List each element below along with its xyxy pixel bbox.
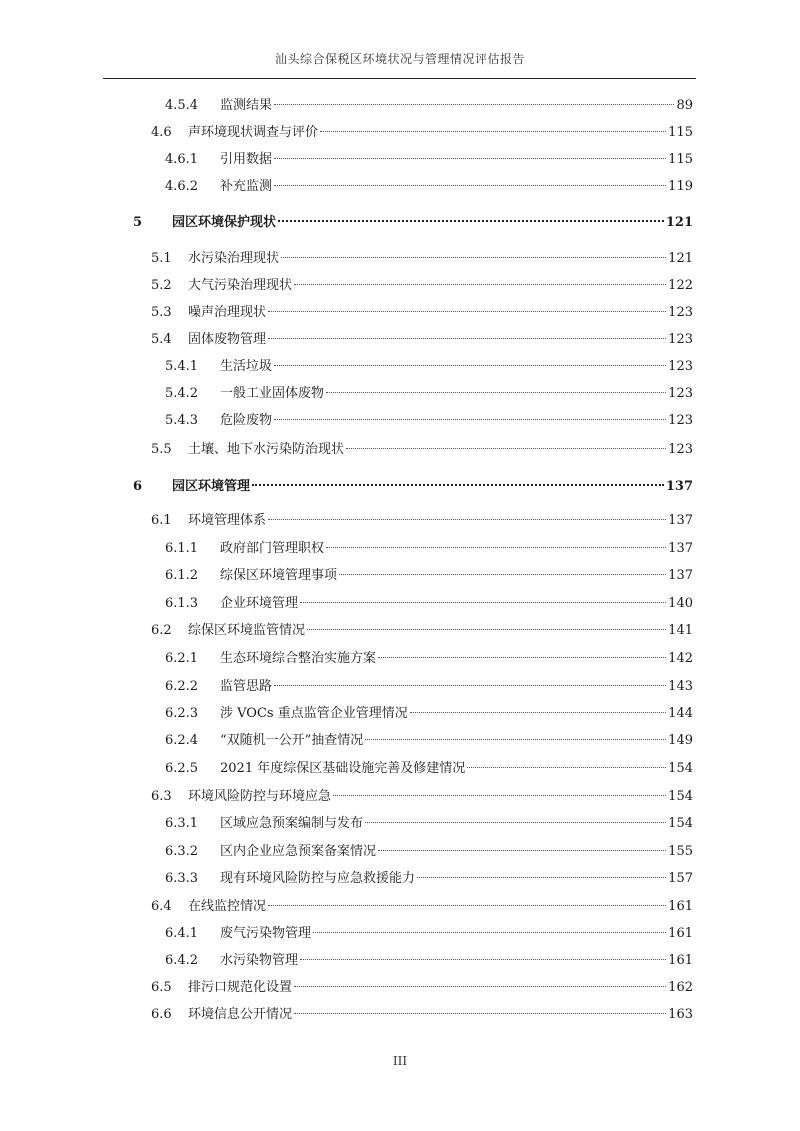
toc-entry-title: 综保区环境管理事项: [220, 568, 338, 583]
toc-entry-page: 144: [668, 706, 693, 721]
toc-entry-number: 6.2.5: [165, 761, 199, 776]
toc-entry[interactable]: [151, 788, 693, 806]
toc-dot-leader: [313, 932, 666, 933]
toc-entry-number: 4.6.2: [165, 179, 199, 194]
toc-entry-number: 6.3: [151, 789, 172, 804]
toc-dot-leader: [339, 574, 666, 575]
toc-entry[interactable]: [165, 595, 693, 613]
toc-entry-title: 监测结果: [220, 98, 273, 113]
toc-entry-page: 143: [668, 679, 693, 694]
toc-entry-number: 4.6: [151, 125, 172, 140]
toc-entry-title: 生活垃圾: [220, 359, 273, 374]
toc-entry-number: 6.4.1: [165, 926, 199, 941]
toc-entry-title: 噪声治理现状: [188, 305, 267, 320]
toc-entry-page: 123: [668, 305, 693, 320]
toc-entry[interactable]: [151, 979, 693, 997]
toc-dot-leader: [274, 365, 666, 366]
toc-entry-title: 补充监测: [220, 179, 273, 194]
toc-entry-title: 环境风险防控与环境应急: [188, 789, 332, 804]
toc-entry-number: 5.4.2: [165, 386, 199, 401]
toc-entry-page: 115: [668, 125, 693, 140]
toc-entry-page: 122: [668, 278, 693, 293]
toc-entry-title: 水污染治理现状: [188, 251, 280, 266]
toc-entry-number: 5.5: [151, 442, 172, 457]
toc-entry-page: 140: [668, 596, 693, 611]
toc-entry-page: 154: [668, 789, 693, 804]
toc-entry-number: 6.2.3: [165, 706, 199, 721]
toc-entry-title: 园区环境保护现状: [172, 215, 277, 230]
toc-entry-page: 137: [668, 513, 693, 528]
toc-entry[interactable]: [165, 540, 693, 558]
toc-entry[interactable]: [165, 385, 693, 403]
toc-entry-page: 163: [668, 1007, 693, 1022]
toc-entry-number: 6.1.2: [165, 568, 199, 583]
toc-entry[interactable]: [151, 441, 693, 459]
toc-entry-number: 6.1.3: [165, 596, 199, 611]
toc-entry[interactable]: [165, 815, 693, 833]
toc-entry[interactable]: [133, 478, 693, 496]
toc-entry-page: 161: [668, 926, 693, 941]
toc-entry-number: 6.3.2: [165, 844, 199, 859]
toc-entry-title: 2021 年度综保区基础设施完善及修建情况: [220, 761, 466, 776]
document-title: 汕头综合保税区环境状况与管理情况评估报告: [274, 52, 525, 66]
toc-entry-title: 大气污染治理现状: [188, 278, 293, 293]
toc-entry-number: 5.4.3: [165, 413, 199, 428]
toc-entry-page: 123: [668, 359, 693, 374]
toc-dot-leader: [410, 712, 666, 713]
toc-entry-page: 161: [668, 953, 693, 968]
toc-entry[interactable]: [151, 512, 693, 530]
toc-dot-leader: [417, 877, 666, 878]
toc-entry-page: 119: [668, 179, 693, 194]
toc-dot-leader: [346, 448, 666, 449]
toc-entry-title: 区内企业应急预案备案情况: [220, 844, 377, 859]
toc-entry-page: 154: [668, 816, 693, 831]
toc-dot-leader: [333, 795, 666, 796]
toc-entry[interactable]: [165, 925, 693, 943]
toc-entry-title: 区域应急预案编制与发布: [220, 816, 364, 831]
toc-entry-page: 137: [668, 541, 693, 556]
toc-entry-number: 6.2.1: [165, 651, 199, 666]
toc-entry-number: 6.3.1: [165, 816, 199, 831]
toc-entry-title: 废气污染物管理: [220, 926, 312, 941]
toc-entry[interactable]: [151, 898, 693, 916]
toc-entry[interactable]: [151, 250, 693, 268]
toc-entry-title: 土壤、地下水污染防治现状: [188, 442, 345, 457]
toc-entry-number: 5.4: [151, 332, 172, 347]
toc-entry[interactable]: [165, 567, 693, 585]
toc-entry[interactable]: [165, 412, 693, 430]
toc-entry-title: 危险废物: [220, 413, 273, 428]
toc-entry[interactable]: [151, 277, 693, 295]
toc-dot-leader: [278, 220, 664, 222]
toc-entry-number: 6: [133, 479, 143, 494]
toc-entry-number: 6.3.3: [165, 871, 199, 886]
toc-dot-leader: [274, 158, 666, 159]
toc-entry-number: 5.3: [151, 305, 172, 320]
toc-entry-page: 149: [668, 733, 693, 748]
toc-entry-page: 137: [668, 568, 693, 583]
toc-entry-title: 综保区环境监管情况: [188, 623, 306, 638]
toc-entry-title: 固体废物管理: [188, 332, 267, 347]
toc-entry-page: 137: [665, 479, 693, 494]
toc-entry-number: 6.2: [151, 623, 172, 638]
toc-entry-page: 154: [668, 761, 693, 776]
toc-dot-leader: [294, 284, 666, 285]
toc-dot-leader: [268, 338, 666, 339]
toc-dot-leader: [326, 547, 666, 548]
toc-dot-leader: [378, 657, 666, 658]
toc-dot-leader: [268, 519, 666, 520]
toc-entry-page: 123: [668, 386, 693, 401]
toc-dot-leader: [320, 131, 666, 132]
toc-entry-title: 政府部门管理职权: [220, 541, 325, 556]
toc-dot-leader: [281, 257, 666, 258]
toc-dot-leader: [365, 822, 666, 823]
toc-entry-page: 89: [676, 98, 693, 113]
toc-entry-page: 141: [668, 623, 693, 638]
toc-entry-title: 排污口规范化设置: [188, 980, 293, 995]
toc-entry[interactable]: [165, 843, 693, 861]
toc-entry-page: 162: [668, 980, 693, 995]
toc-dot-leader: [252, 484, 664, 486]
toc-entry-number: 5.4.1: [165, 359, 199, 374]
toc-entry-title: 监管思路: [220, 679, 273, 694]
toc-entry-page: 155: [668, 844, 693, 859]
toc-entry-title: “双随机一公开”抽查情况: [220, 733, 364, 748]
toc-entry[interactable]: [151, 124, 693, 142]
toc-entry-title: 一般工业固体废物: [220, 386, 325, 401]
toc-entry-number: 6.1.1: [165, 541, 199, 556]
toc-entry-page: 121: [668, 251, 693, 266]
toc-dot-leader: [274, 419, 666, 420]
toc-entry-number: 6.4.2: [165, 953, 199, 968]
toc-entry-page: 142: [668, 651, 693, 666]
toc-entry[interactable]: [165, 151, 693, 169]
toc-entry-title: 声环境现状调查与评价: [188, 125, 319, 140]
toc-dot-leader: [300, 602, 666, 603]
toc-entry[interactable]: [151, 331, 693, 349]
toc-entry-title: 园区环境管理: [172, 479, 251, 494]
toc-entry-title: 水污染物管理: [220, 953, 299, 968]
toc-entry-title: 企业环境管理: [220, 596, 299, 611]
toc-entry[interactable]: [165, 97, 693, 115]
toc-dot-leader: [365, 739, 666, 740]
toc-entry[interactable]: [165, 952, 693, 970]
toc-entry[interactable]: [165, 705, 693, 723]
toc-entry[interactable]: [165, 678, 693, 696]
toc-entry-number: 4.6.1: [165, 152, 199, 167]
toc-entry[interactable]: [165, 358, 693, 376]
toc-entry[interactable]: [151, 622, 693, 640]
toc-dot-leader: [467, 767, 666, 768]
toc-dot-leader: [378, 850, 666, 851]
toc-entry[interactable]: [165, 760, 693, 778]
toc-entry[interactable]: [133, 214, 693, 232]
footer-page-number: III: [392, 1054, 408, 1068]
toc-entry-page: 123: [668, 442, 693, 457]
toc-entry-title: 生态环境综合整治实施方案: [220, 651, 377, 666]
toc-entry-number: 6.5: [151, 980, 172, 995]
toc-entry-title: 现有环境风险防控与应急救援能力: [220, 871, 416, 886]
toc-entry-number: 6.6: [151, 1007, 172, 1022]
toc-entry-number: 6.1: [151, 513, 172, 528]
toc-entry-number: 6.2.4: [165, 733, 199, 748]
toc-entry-number: 6.2.2: [165, 679, 199, 694]
toc-entry[interactable]: [151, 1006, 693, 1024]
toc-dot-leader: [268, 905, 666, 906]
toc-entry[interactable]: [165, 732, 693, 750]
toc-entry-number: 6.4: [151, 899, 172, 914]
toc-entry-title: 环境管理体系: [188, 513, 267, 528]
toc-dot-leader: [268, 311, 666, 312]
toc-entry-page: 123: [668, 413, 693, 428]
toc-entry-number: 5: [133, 215, 143, 230]
toc-entry-title: 环境信息公开情况: [188, 1007, 293, 1022]
toc-dot-leader: [274, 685, 666, 686]
toc-dot-leader: [274, 104, 674, 105]
toc-entry[interactable]: [165, 178, 693, 196]
toc-dot-leader: [294, 1013, 666, 1014]
toc-entry-page: 123: [668, 332, 693, 347]
toc-entry-page: 115: [668, 152, 693, 167]
toc-entry-title: 引用数据: [220, 152, 273, 167]
toc-entry-number: 4.5.4: [165, 98, 199, 113]
toc-dot-leader: [326, 392, 666, 393]
toc-entry[interactable]: [151, 304, 693, 322]
toc-entry[interactable]: [165, 870, 693, 888]
toc-entry-number: 5.2: [151, 278, 172, 293]
toc-dot-leader: [300, 959, 666, 960]
toc-entry[interactable]: [165, 650, 693, 668]
toc-entry-title: 在线监控情况: [188, 899, 267, 914]
toc-entry-page: 121: [665, 215, 693, 230]
toc-entry-number: 5.1: [151, 251, 172, 266]
toc-entry-title: 涉 VOCs 重点监管企业管理情况: [220, 706, 408, 721]
toc-entry-page: 157: [668, 871, 693, 886]
toc-dot-leader: [294, 986, 666, 987]
toc-dot-leader: [307, 629, 666, 630]
toc-entry-page: 161: [668, 899, 693, 914]
toc-dot-leader: [274, 185, 666, 186]
